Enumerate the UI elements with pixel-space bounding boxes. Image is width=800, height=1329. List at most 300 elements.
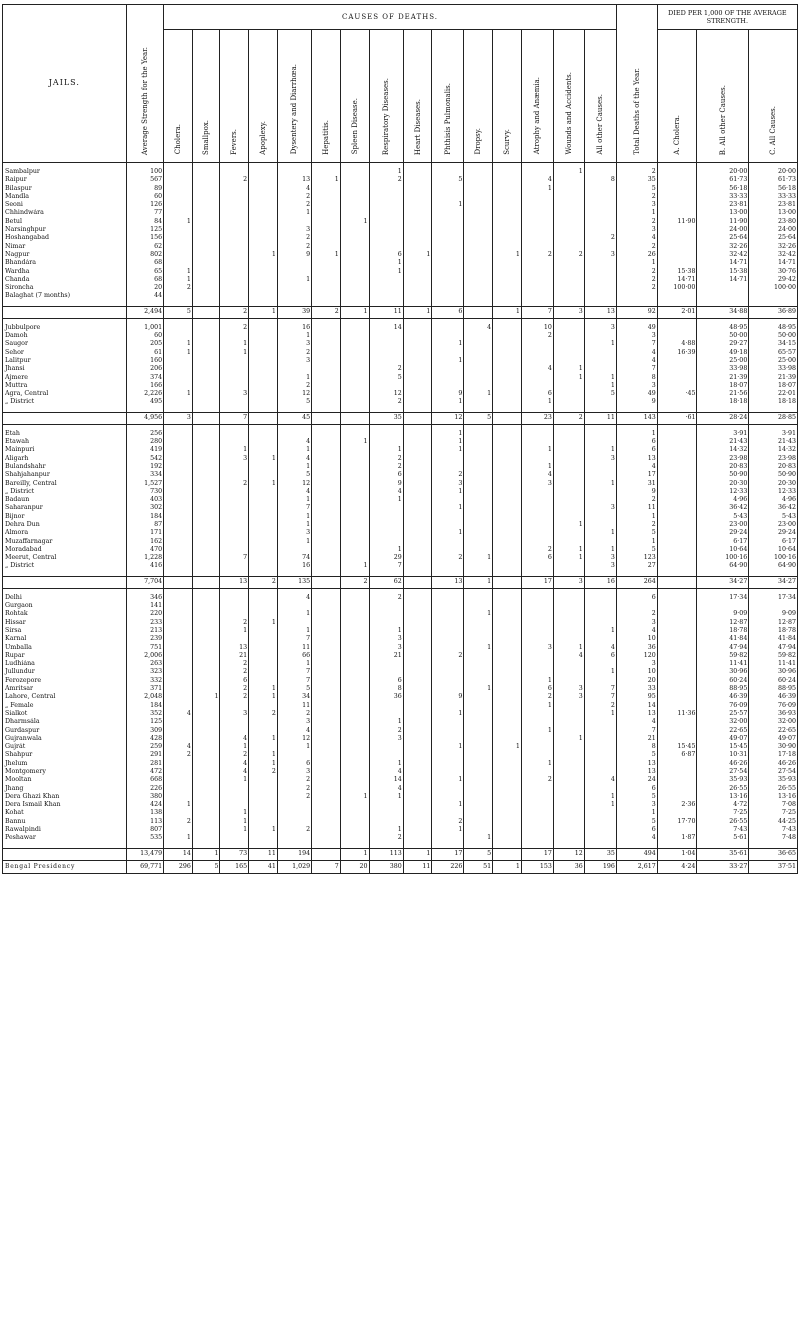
cell (312, 349, 341, 357)
cell: 2 (277, 234, 311, 242)
cell (192, 324, 220, 332)
cell (249, 332, 278, 340)
col-header-fevers: Fevers. (220, 30, 249, 163)
cell (312, 834, 341, 842)
cell: 2 (249, 768, 278, 776)
cell: 15·45 (657, 743, 697, 751)
cell (432, 276, 464, 284)
cell (464, 760, 493, 768)
cell: 2 (521, 251, 553, 259)
cell: 6·17 (749, 538, 798, 546)
cell (249, 785, 278, 793)
cell (553, 259, 584, 267)
cell (493, 693, 522, 701)
cell: 2 (277, 710, 311, 718)
cell (403, 455, 432, 463)
cell (192, 201, 220, 209)
cell: 47·94 (697, 644, 749, 652)
cell (553, 234, 584, 242)
cell: 1 (277, 496, 311, 504)
cell (521, 168, 553, 176)
cell: 14·71 (697, 276, 749, 284)
cell (403, 496, 432, 504)
cell: 495 (126, 398, 164, 406)
jail-name: Karnal (3, 635, 127, 643)
cell: 1 (369, 718, 403, 726)
cell (249, 610, 278, 618)
cell: 1 (340, 562, 369, 570)
jail-name: „ District (3, 398, 127, 406)
cell (657, 809, 697, 817)
cell: 47·94 (749, 644, 798, 652)
cell: 29·24 (697, 529, 749, 537)
cell (493, 768, 522, 776)
cell (164, 226, 193, 234)
cell: 2 (521, 546, 553, 554)
cell (249, 809, 278, 817)
mortality-table (2, 4, 798, 874)
cell: 56·18 (697, 185, 749, 193)
cell (657, 455, 697, 463)
cell (403, 710, 432, 718)
cell (164, 826, 193, 834)
cell (403, 430, 432, 438)
cell (403, 668, 432, 676)
cell (553, 635, 584, 643)
cell (749, 292, 798, 300)
cell (464, 801, 493, 809)
cell (464, 594, 493, 602)
cell (220, 793, 249, 801)
cell (553, 809, 584, 817)
table-row (3, 693, 798, 701)
cell (493, 521, 522, 529)
cell (464, 702, 493, 710)
cell: 4 (616, 349, 657, 357)
col-header-spleen: Spleen Disease. (340, 30, 369, 163)
cell (192, 801, 220, 809)
cell: 11·41 (697, 660, 749, 668)
cell (249, 834, 278, 842)
cell (312, 801, 341, 809)
cell (340, 412, 369, 424)
cell (464, 677, 493, 685)
cell (464, 292, 493, 300)
cell (403, 340, 432, 348)
cell (464, 496, 493, 504)
cell: 35·93 (749, 776, 798, 784)
cell (369, 504, 403, 512)
cell: 2 (164, 818, 193, 826)
cell: 56·18 (749, 185, 798, 193)
col-header-hepatitis: Hepatitis. (312, 30, 341, 163)
cell (657, 727, 697, 735)
jail-name (3, 848, 127, 860)
cell: 17·18 (749, 751, 798, 759)
cell: 2 (164, 284, 193, 292)
cell: 11 (369, 306, 403, 318)
cell: 424 (126, 801, 164, 809)
cell (584, 513, 616, 521)
cell (403, 776, 432, 784)
table-row (3, 332, 798, 340)
cell (164, 488, 193, 496)
cell (657, 504, 697, 512)
jail-name: Montgomery (3, 768, 127, 776)
cell (164, 576, 193, 588)
cell (340, 710, 369, 718)
cell (192, 234, 220, 242)
cell (312, 727, 341, 735)
cell (403, 398, 432, 406)
cell: 4 (521, 176, 553, 184)
cell: 49·07 (749, 735, 798, 743)
cell: 39 (277, 306, 311, 318)
cell (277, 430, 311, 438)
cell (369, 710, 403, 718)
cell: 1 (164, 390, 193, 398)
cell (192, 209, 220, 217)
cell (464, 185, 493, 193)
cell (192, 446, 220, 454)
cell (553, 801, 584, 809)
cell: 1 (220, 340, 249, 348)
cell: 12 (553, 848, 584, 860)
cell: 1 (249, 251, 278, 259)
cell: 1 (521, 463, 553, 471)
cell: 9·09 (697, 610, 749, 618)
cell: 49 (616, 390, 657, 398)
cell (277, 546, 311, 554)
cell (553, 562, 584, 570)
cell (164, 504, 193, 512)
cell (553, 718, 584, 726)
cell (493, 185, 522, 193)
cell (312, 471, 341, 479)
cell (192, 251, 220, 259)
cell: 29 (369, 554, 403, 562)
cell: 23·00 (697, 521, 749, 529)
cell: 1 (584, 793, 616, 801)
cell: 64·90 (697, 562, 749, 570)
cell: 13 (616, 760, 657, 768)
cell (553, 349, 584, 357)
cell (192, 471, 220, 479)
cell: 1 (312, 176, 341, 184)
jail-name: Etah (3, 430, 127, 438)
table-row (3, 382, 798, 390)
cell: 2 (369, 455, 403, 463)
cell (192, 365, 220, 373)
cell: 1 (277, 660, 311, 668)
cell: 17·34 (749, 594, 798, 602)
cell: 2·36 (657, 801, 697, 809)
cell: 4 (553, 652, 584, 660)
cell (220, 243, 249, 251)
cell (312, 702, 341, 710)
cell (340, 735, 369, 743)
cell (192, 226, 220, 234)
cell (464, 602, 493, 610)
cell: 153 (521, 860, 553, 873)
cell: 33 (616, 685, 657, 693)
cell (493, 652, 522, 660)
cell (340, 480, 369, 488)
cell (403, 619, 432, 627)
cell: 23·98 (697, 455, 749, 463)
cell: 74 (277, 554, 311, 562)
cell (553, 619, 584, 627)
cell (432, 268, 464, 276)
cell (403, 627, 432, 635)
cell (192, 349, 220, 357)
cell (220, 529, 249, 537)
cell (493, 785, 522, 793)
cell (192, 735, 220, 743)
cell (657, 234, 697, 242)
cell (657, 826, 697, 834)
cell (584, 809, 616, 817)
cell: 1 (493, 860, 522, 873)
cell (249, 538, 278, 546)
cell (464, 504, 493, 512)
cell: 4 (616, 834, 657, 842)
cell (403, 576, 432, 588)
cell: 1 (220, 743, 249, 751)
cell (340, 496, 369, 504)
jail-name: Sialkot (3, 710, 127, 718)
cell: 23·00 (749, 521, 798, 529)
cell (220, 226, 249, 234)
cell: 1 (220, 826, 249, 834)
jail-name: Damoh (3, 332, 127, 340)
cell: 113 (369, 848, 403, 860)
cell (493, 619, 522, 627)
cell: 5 (164, 306, 193, 318)
cell (432, 785, 464, 793)
cell (553, 677, 584, 685)
cell (432, 259, 464, 267)
cell (312, 743, 341, 751)
cell: 371 (126, 685, 164, 693)
cell (432, 185, 464, 193)
cell (340, 727, 369, 735)
cell (192, 710, 220, 718)
cell: 7 (616, 727, 657, 735)
cell (312, 324, 341, 332)
table-row (3, 168, 798, 176)
cell: 416 (126, 562, 164, 570)
cell (192, 168, 220, 176)
cell: 20·00 (749, 168, 798, 176)
cell (192, 793, 220, 801)
cell (493, 446, 522, 454)
cell (432, 727, 464, 735)
cell (249, 793, 278, 801)
cell (403, 751, 432, 759)
cell: 35 (584, 848, 616, 860)
cell (249, 185, 278, 193)
cell (192, 826, 220, 834)
cell (403, 652, 432, 660)
cell (493, 801, 522, 809)
cell: 18·78 (697, 627, 749, 635)
cell (249, 201, 278, 209)
cell: 3 (277, 226, 311, 234)
cell (164, 398, 193, 406)
cell (192, 357, 220, 365)
cell (493, 602, 522, 610)
cell: 5 (277, 685, 311, 693)
table-row (3, 226, 798, 234)
cell (192, 430, 220, 438)
cell (220, 398, 249, 406)
cell (553, 226, 584, 234)
cell: 419 (126, 446, 164, 454)
cell (493, 610, 522, 618)
cell (164, 365, 193, 373)
cell (657, 677, 697, 685)
cell (277, 218, 311, 226)
cell (249, 743, 278, 751)
cell (192, 660, 220, 668)
cell: 11 (249, 848, 278, 860)
cell: 76·09 (749, 702, 798, 710)
cell (164, 168, 193, 176)
cell (432, 218, 464, 226)
cell (340, 292, 369, 300)
cell: 29·27 (697, 340, 749, 348)
cell (340, 357, 369, 365)
table-row (3, 627, 798, 635)
jail-name: Gurdaspur (3, 727, 127, 735)
cell (192, 382, 220, 390)
jails-header: JAILS. (3, 5, 127, 163)
cell: 6 (521, 685, 553, 693)
cell: 1 (249, 693, 278, 701)
cell: 2 (521, 332, 553, 340)
cell (192, 306, 220, 318)
cell (521, 357, 553, 365)
cell (192, 576, 220, 588)
cell (164, 324, 193, 332)
cell (312, 538, 341, 546)
cell (312, 209, 341, 217)
cell: 126 (126, 201, 164, 209)
cell: 143 (616, 412, 657, 424)
col-header-scurvy: Scurvy. (493, 30, 522, 163)
cell (553, 201, 584, 209)
cell (164, 357, 193, 365)
cell (584, 635, 616, 643)
jail-name: Mandla (3, 193, 127, 201)
cell: 7 (277, 677, 311, 685)
jail-name: Dera Ismail Khan (3, 801, 127, 809)
cell (432, 685, 464, 693)
cell: 2 (164, 751, 193, 759)
cell: 162 (126, 538, 164, 546)
cell: 4 (164, 710, 193, 718)
cell (432, 610, 464, 618)
group-total-row (3, 576, 798, 588)
cell: 21·43 (749, 438, 798, 446)
cell: ·45 (657, 390, 697, 398)
cell: 291 (126, 751, 164, 759)
cell (493, 284, 522, 292)
cell: 1 (521, 446, 553, 454)
cell (657, 685, 697, 693)
cell (220, 438, 249, 446)
cell (164, 176, 193, 184)
cell (464, 635, 493, 643)
cell (340, 340, 369, 348)
jail-name: Muttra (3, 382, 127, 390)
cell: 1 (584, 546, 616, 554)
cell: 3 (616, 619, 657, 627)
cell (220, 292, 249, 300)
cell: 1 (616, 259, 657, 267)
cell: 8 (616, 743, 657, 751)
cell (553, 826, 584, 834)
cell (493, 677, 522, 685)
cell (249, 284, 278, 292)
cell (403, 801, 432, 809)
cell (192, 504, 220, 512)
cell (464, 513, 493, 521)
cell (164, 251, 193, 259)
cell (192, 818, 220, 826)
cell: 3 (220, 710, 249, 718)
cell (340, 809, 369, 817)
cell (521, 243, 553, 251)
cell (493, 685, 522, 693)
cell (584, 349, 616, 357)
cell (553, 357, 584, 365)
cell: 2 (277, 193, 311, 201)
cell (220, 471, 249, 479)
cell (464, 743, 493, 751)
cell (432, 234, 464, 242)
cell (493, 834, 522, 842)
cell: 4 (616, 357, 657, 365)
cell (553, 668, 584, 676)
jail-name: Almora (3, 529, 127, 537)
cell (553, 324, 584, 332)
cell (340, 785, 369, 793)
cell: 4 (277, 455, 311, 463)
cell: 1 (277, 374, 311, 382)
cell (403, 538, 432, 546)
cell: 2 (277, 382, 311, 390)
cell: 2 (616, 218, 657, 226)
cell: 61·73 (697, 176, 749, 184)
cell: 16 (277, 324, 311, 332)
cell: 50·00 (697, 332, 749, 340)
cell: 802 (126, 251, 164, 259)
cell (493, 276, 522, 284)
cell: 3 (616, 382, 657, 390)
cell: 3 (521, 644, 553, 652)
cell: 4 (220, 735, 249, 743)
cell: 17 (521, 576, 553, 588)
cell: 23·98 (749, 455, 798, 463)
cell: 2 (312, 306, 341, 318)
cell: 24·00 (697, 226, 749, 234)
table-row (3, 430, 798, 438)
cell (553, 176, 584, 184)
cell: 4 (369, 785, 403, 793)
table-row (3, 652, 798, 660)
